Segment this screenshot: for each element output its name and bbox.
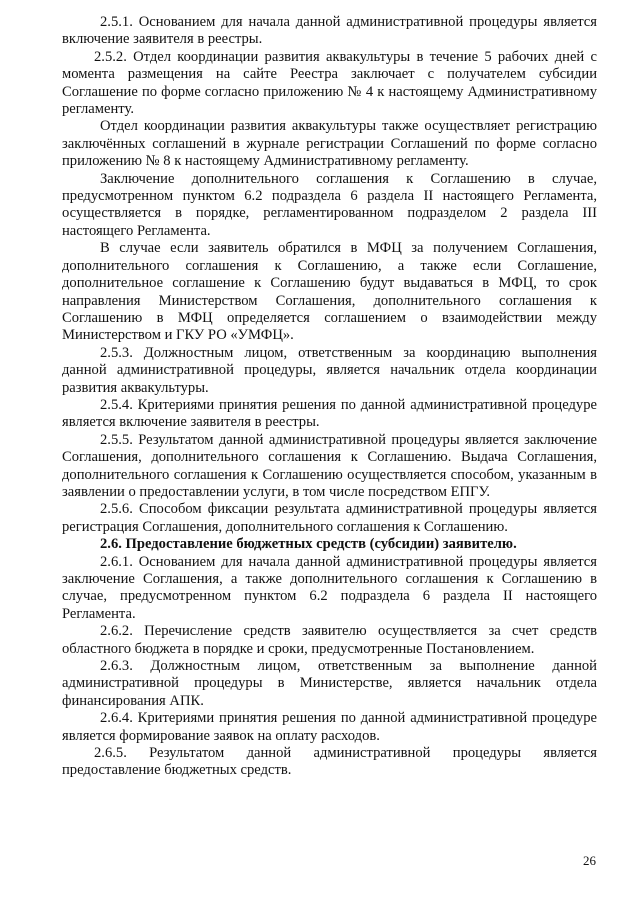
paragraph-2-5-3: 2.5.3. Должностным лицом, ответственным за координацию выполнения данной административной процедуры, является начальник отдела координации развития аквакультуры. (62, 344, 597, 396)
paragraph-2-5-2: 2.5.2. Отдел координации развития аквакультуры в течение 5 рабочих дней с момента размещения на сайте Реестра заключает с получателем субсидии Соглашение по форме согласно приложению № 4 к настоящему Административному регламенту. (62, 48, 597, 118)
paragraph-2-6-2: 2.6.2. Перечисление средств заявителю осуществляется за счет средств областного бюджета в порядке и сроки, предусмотренные Постановлением. (62, 623, 597, 657)
paragraph-2-5-4: 2.5.4. Критериями принятия решения по данной административной процедуре является включение заявителя в реестры. (62, 396, 597, 431)
paragraph-2-5-6: 2.5.6. Способом фиксации результата административной процедуры является регистрация Соглашения, дополнительного соглашения к Соглашению. (62, 501, 597, 535)
paragraph-2-6-4: 2.6.4. Критериями принятия решения по данной административной процедуре является формирование заявок на оплату расходов. (62, 710, 597, 744)
section-heading-2-6: 2.6. Предоставление бюджетных средств (субсидии) заявителю. (100, 536, 517, 553)
document-page (62, 14, 597, 780)
paragraph-additional-agreement: Заключение дополнительного соглашения к Соглашению в случае, предусмотренном пунктом 6.2 подраздела 6 раздела II настоящего Регламента, осуществляется в порядке, регламентированном подразделом 2 раздела III настоящего Регламента. (62, 170, 597, 239)
paragraph-registration: Отдел координации развития аквакультуры также осуществляет регистрацию заключённых соглашений в журнале регистрации Соглашений по форме согласно приложению № 8 к настоящему Административному регламенту. (62, 118, 597, 170)
page-number: 26 (583, 853, 596, 868)
paragraph-2-6-5: 2.6.5. Результатом данной административной процедуры является предоставление бюджетных средств. (62, 745, 597, 779)
paragraph-2-6-1: 2.6.1. Основанием для начала данной административной процедуры является заключение Соглашения, а также дополнительного соглашения к Соглашению в случае, предусмотренном пунктом 6.2 подраздела 6 раздела II настоящего Регламента. (62, 553, 597, 622)
paragraph-mfc: В случае если заявитель обратился в МФЦ за получением Соглашения, дополнительного соглашения к Соглашению, а также если Соглашение, дополнительное соглашение к Соглашению будут выдаваться в МФЦ, то срок направления Министерством Соглашения, дополнительного соглашения к Соглашению в МФЦ определяется соглашением о взаимодействии между Министерством и ГКУ РО «УМФЦ». (62, 240, 597, 344)
paragraph-2-6-3: 2.6.3. Должностным лицом, ответственным за выполнение данной административной процедуры в Министерстве, является начальник отдела финансирования АПК. (62, 658, 597, 709)
paragraph-2-5-1: 2.5.1. Основанием для начала данной административной процедуры является включение заявителя в реестры. (62, 14, 597, 48)
paragraph-2-5-5: 2.5.5. Результатом данной административной процедуры является заключение Соглашения, дополнительного соглашения к Соглашению. Выдача Соглашения, дополнительного соглашения к Соглашению осуществляется способом, указанным в заявлении о предоставлении услуги, в том числе посредством ЕПГУ. (62, 431, 597, 500)
